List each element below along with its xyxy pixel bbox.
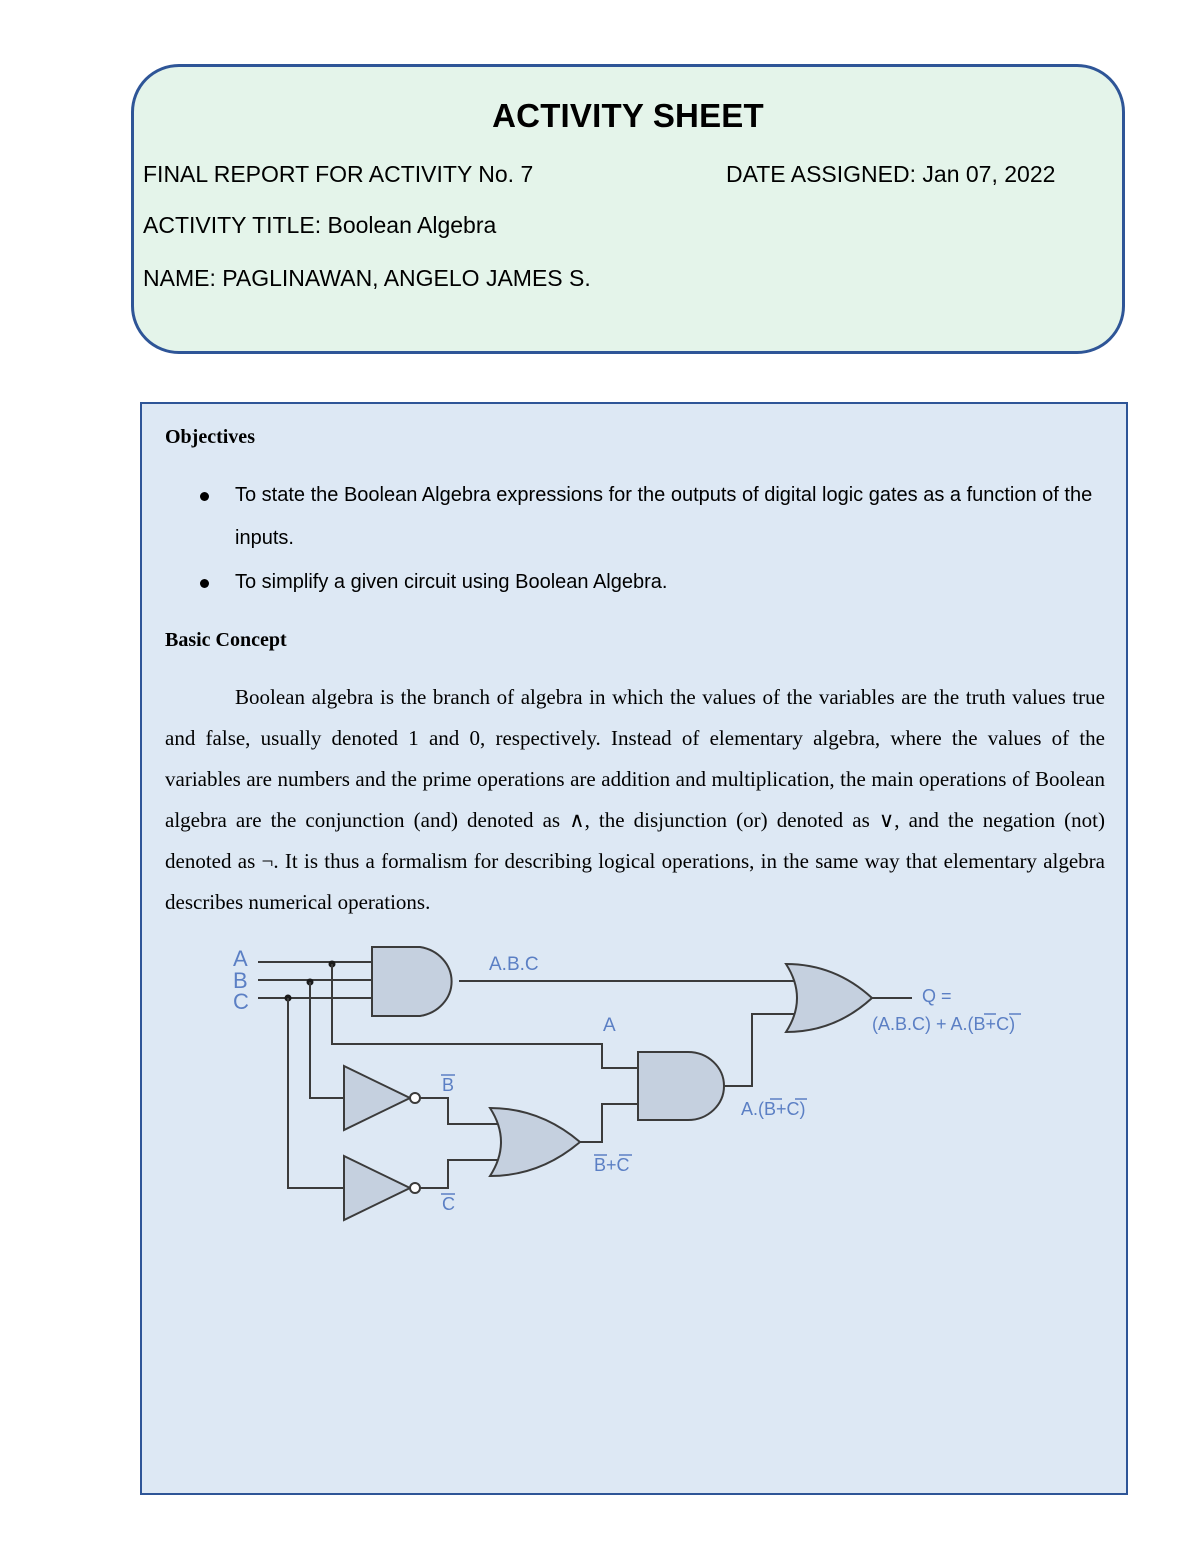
not-c-label: C — [442, 1194, 455, 1214]
not-c-bubble — [410, 1183, 420, 1193]
or1-output-label: B+C — [594, 1155, 630, 1175]
not-b-label: B — [442, 1075, 455, 1095]
q-expression: (A.B.C) + A.(B+C) — [872, 1014, 1016, 1034]
wire-not-c-out — [420, 1160, 502, 1188]
and-gate-1 — [372, 947, 452, 1016]
q-label: Q = — [922, 986, 952, 1006]
report-label: FINAL REPORT FOR ACTIVITY No. 7 — [143, 161, 534, 187]
activity-title: ACTIVITY TITLE: Boolean Algebra — [143, 212, 497, 238]
wire-or1-out — [580, 1104, 638, 1142]
objective-text-2: To simplify a given circuit using Boolean Algebra. — [235, 571, 668, 593]
wire-not-b-out — [420, 1098, 502, 1124]
not-gate-b — [344, 1066, 410, 1130]
basic-concept-paragraph: Boolean algebra is the branch of algebra in which the values of the variables are the truth values true and false, usually denoted 1 and 0, respectively. Instead of elementary algebra, where the values of the variables are numbers and the prime operations are addition and multiplication, the main operations of Boolean algebra are the conjunction (and) denoted as ∧, the disjunction (or) denoted as ∨, and the negation (not) denoted as ¬. It is thus a formalism for describing logical operations, in the same way that elementary algebra describes numerical operations. — [165, 685, 1105, 914]
or-gate-final — [786, 964, 872, 1032]
and1-output-label: A.B.C — [489, 954, 539, 975]
basic-concept-heading: Basic Concept — [165, 629, 287, 651]
not-b-bubble — [410, 1093, 420, 1103]
wire-and2-out — [724, 1014, 794, 1086]
input-b-label: B — [233, 968, 248, 993]
student-name: NAME: PAGLINAWAN, ANGELO JAMES S. — [143, 265, 591, 291]
or-gate-1 — [490, 1108, 580, 1176]
and2-output-label: A.(B+C) — [741, 1099, 806, 1119]
and-gate-2 — [638, 1052, 724, 1120]
input-a-label: A — [233, 946, 248, 971]
date-assigned: DATE ASSIGNED: Jan 07, 2022 — [726, 161, 1056, 187]
objectives-heading: Objectives — [165, 426, 255, 448]
objective-text-1: To state the Boolean Algebra expressions for the outputs of digital logic gates as a function of the inputs. — [235, 484, 1093, 549]
wire-c-branch — [288, 998, 344, 1188]
input-c-label: C — [233, 989, 249, 1014]
a-branch-label: A — [603, 1015, 616, 1036]
page-title: ACTIVITY SHEET — [492, 97, 764, 134]
not-gate-c — [344, 1156, 410, 1220]
wire-b-branch — [310, 982, 344, 1098]
